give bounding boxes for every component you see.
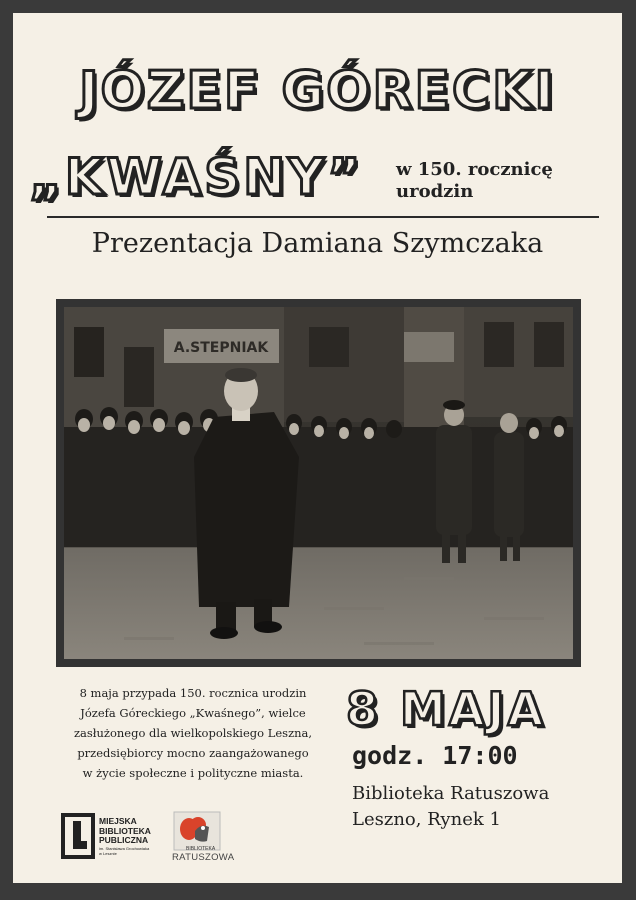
library1-small: w Lesznie — [99, 850, 117, 856]
street-parade-photo — [64, 307, 573, 659]
poster — [13, 13, 622, 883]
anniversary-line-2: urodzin — [396, 181, 474, 202]
anniversary-line-1: w 150. rocznicę — [396, 159, 553, 180]
event-date: 8 MAJA — [346, 682, 547, 736]
subtitle: Prezentacja Damiana Szymczaka — [91, 228, 544, 259]
ratuszowa-logo-icon — [173, 811, 223, 851]
poster-title-nickname: „KWAŚNY” — [29, 148, 364, 206]
library1-line: BIBLIOTEKA — [99, 825, 151, 836]
description-line: zasłużonego dla wielkopolskiego Leszna, — [73, 726, 313, 740]
anniversary-text — [396, 159, 553, 203]
event-venue — [352, 781, 549, 833]
description — [53, 683, 333, 783]
library1-small: im. Stanisława Grochowiaka — [99, 845, 150, 851]
library1-line: PUBLICZNA — [99, 835, 149, 845]
photo-frame — [56, 299, 581, 667]
description-line: 8 maja przypada 150. rocznica urodzin — [79, 686, 307, 700]
description-line: Józefa Góreckiego „Kwaśnego”, wielce — [80, 706, 306, 720]
description-line: w życie społeczne i polityczne miasta. — [82, 766, 304, 780]
poster-title-name: JÓZEF GÓRECKI — [79, 61, 556, 121]
venue-address: Leszno, Rynek 1 — [352, 809, 501, 830]
library2-line2: RATUSZOWA — [172, 852, 235, 863]
mbp-logo-icon — [61, 813, 97, 859]
library-logo-ratuszowa — [170, 811, 240, 865]
event-time: godz. 17:00 — [352, 741, 518, 770]
historic-photo — [64, 307, 573, 659]
shop-sign-text: A.STEPNIAK — [173, 340, 269, 356]
divider — [47, 216, 599, 218]
library-logo-mbp — [61, 811, 161, 861]
library2-line1: BIBLIOTEKA — [186, 846, 216, 852]
description-line: przedsiębiorcy mocno zaangażowanego — [77, 746, 309, 760]
library1-line: MIEJSKA — [99, 816, 137, 826]
venue-name: Biblioteka Ratuszowa — [352, 783, 550, 804]
